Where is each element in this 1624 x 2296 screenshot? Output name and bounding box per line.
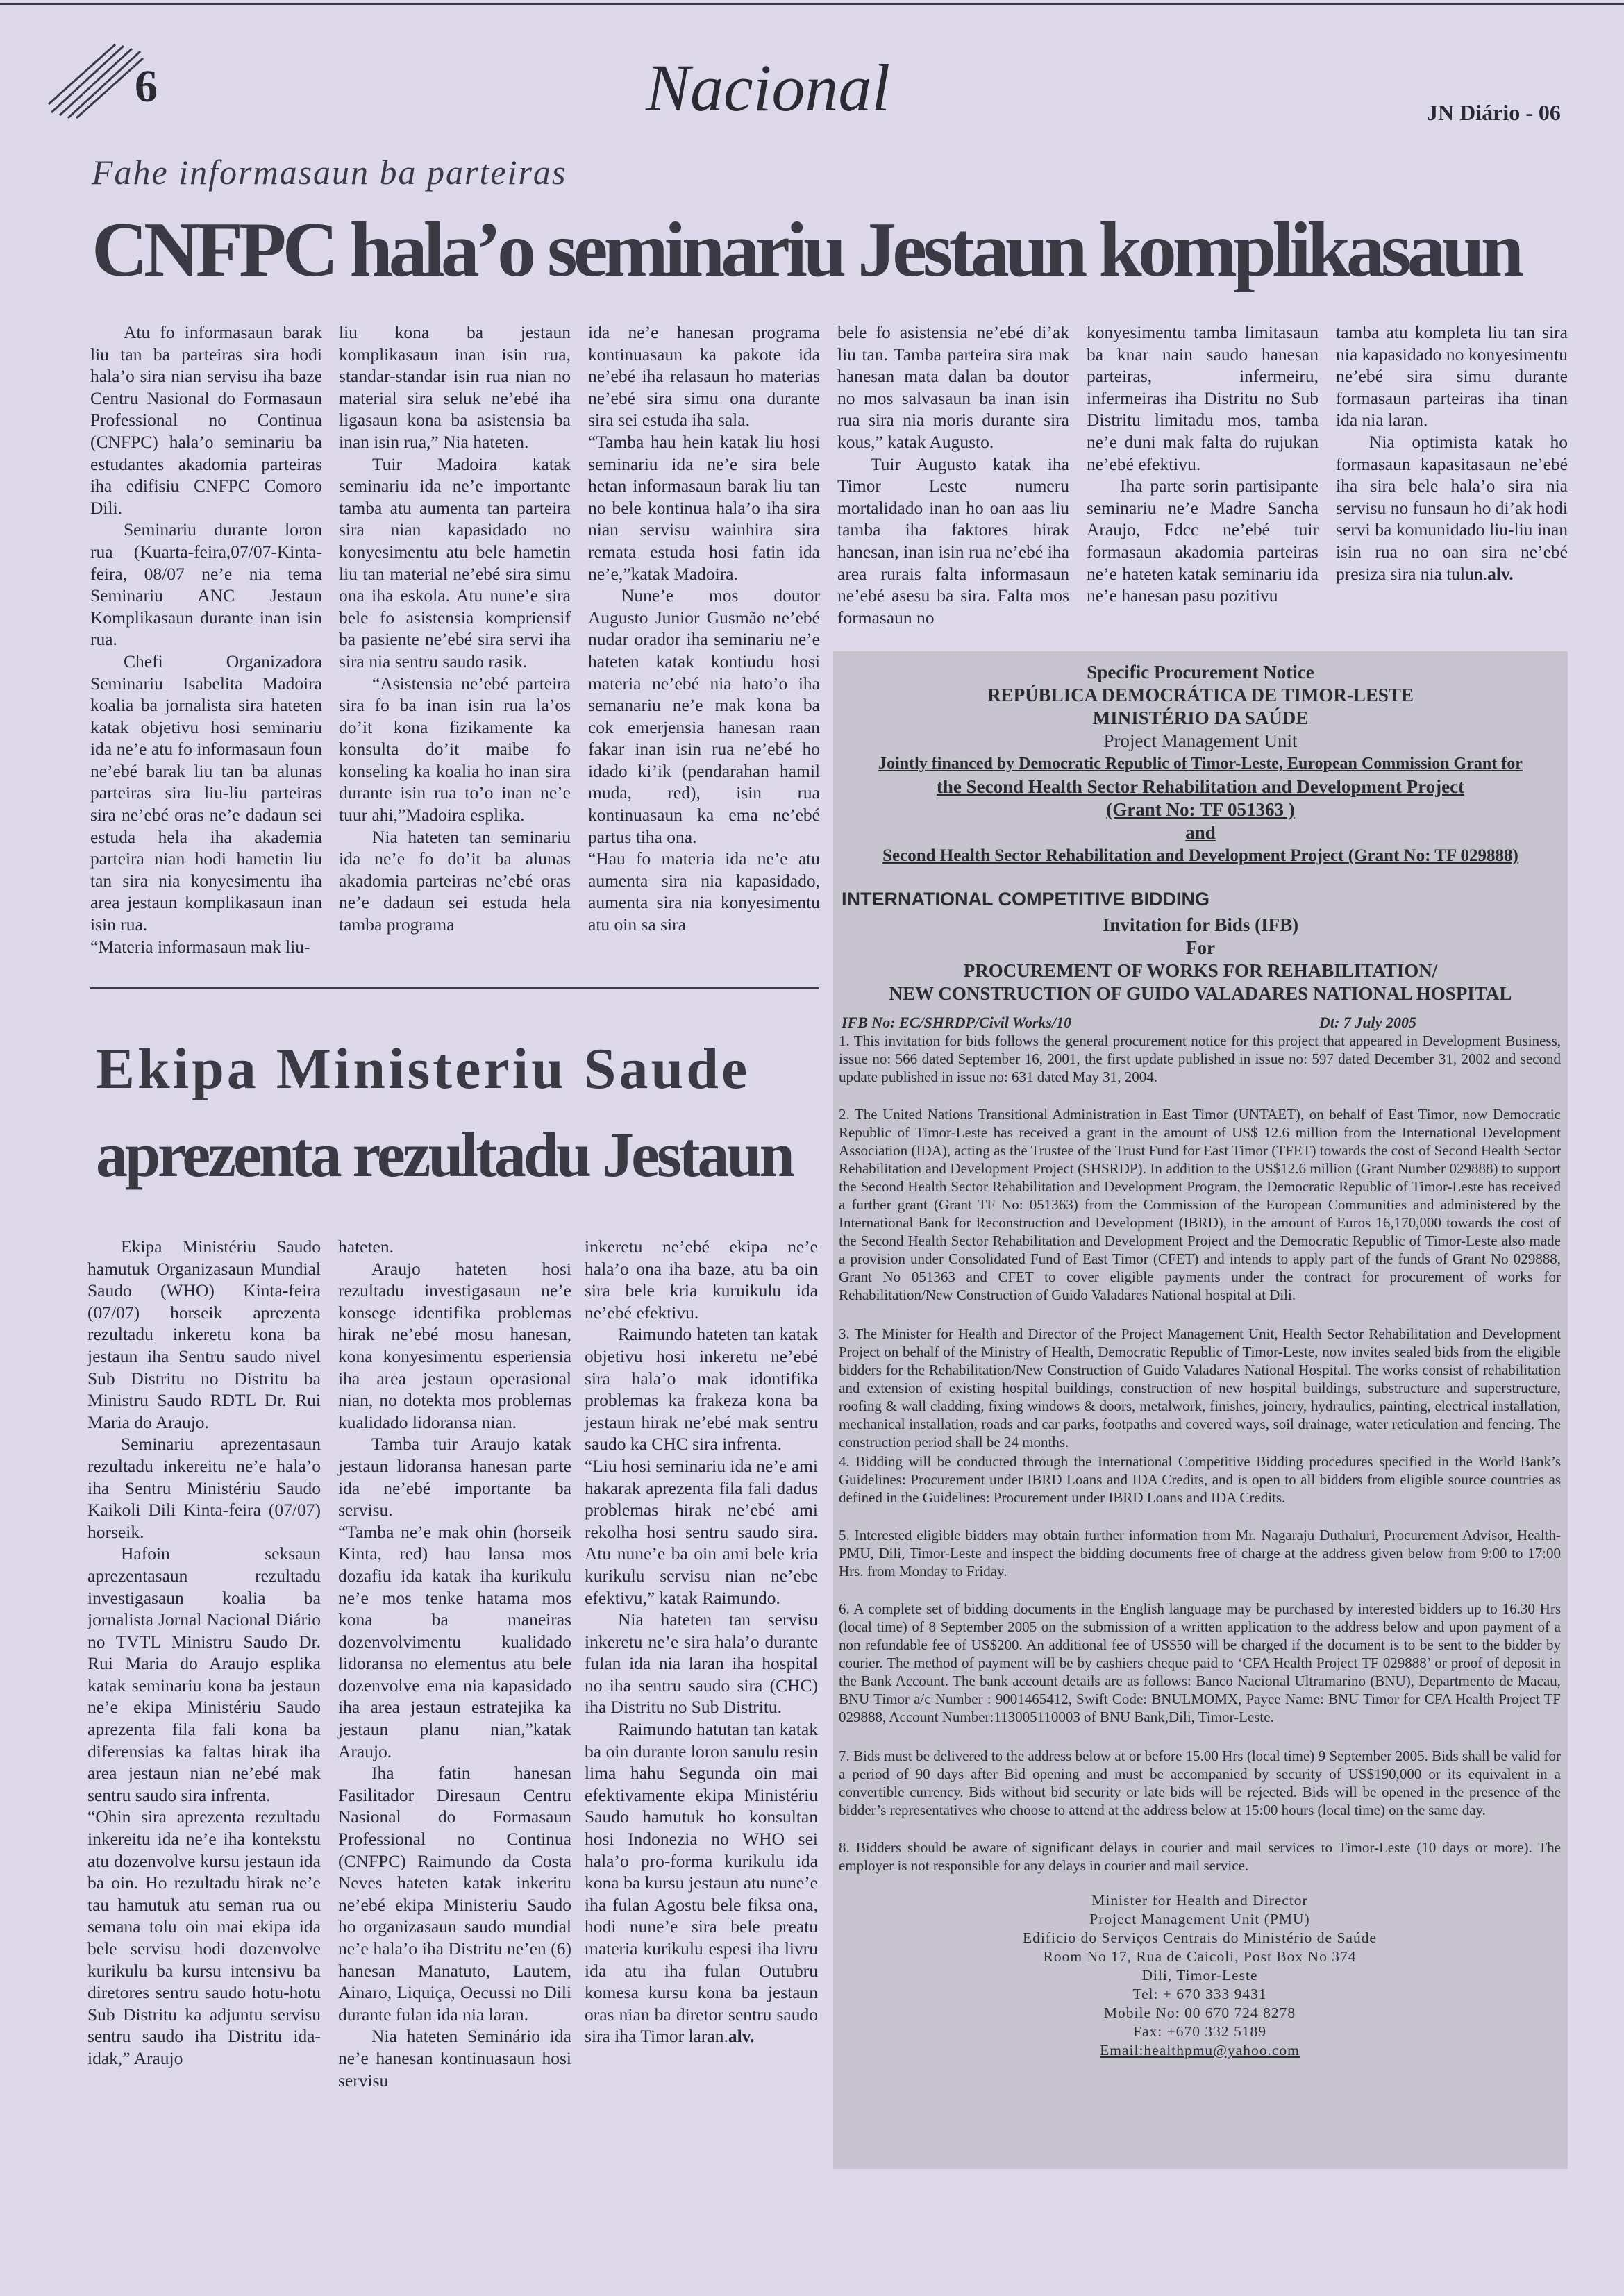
paragraph: Chefi Organizadora Seminariu Isabelita Madoira koalia ba jornalista sira hateten katak objetivu hosi seminariu ida ne’e atu fo informasaun foun ne’ebé barak liu tan ba alunas parteiras sira liu-liu parteiras sira ne’ebé oras ne’e dadaun sei estuda hela iha akademia parteira nian hodi hametin liu tan sira nia konyesimentu iha area jestaun komplikasaun inan isin rua. [90, 651, 322, 935]
notice-republic: REPÚBLICA DEMOCRÁTICA DE TIMOR-LESTE [987, 685, 1414, 705]
article2-column-2 [338, 1236, 571, 2091]
address-line: Room No 17, Rua de Caicoli, Post Box No 374 [1043, 1948, 1357, 1965]
notice-paragraph: 4. Bidding will be conducted through the International Competitive Bidding procedures specified in the World Bank’s Guidelines: Procurement under IBRD Loans and IDA Credits, and is open to all bidders from eligible source countries as defined in the Guidelines: Procurement under IBRD Loans and IDA Credits. [839, 1453, 1561, 1506]
paragraph: Tamba tuir Araujo katak jestaun lidoransa hanesan parte ida ne’ebé importante ba servisu. [338, 1434, 571, 1520]
notice-ministry: MINISTÉRIO DA SAÚDE [1092, 707, 1309, 728]
article-divider [90, 987, 819, 989]
article1-column-1 [90, 321, 322, 957]
address-line: Dili, Timor-Leste [1141, 1967, 1258, 1984]
paragraph [585, 1718, 818, 2047]
paragraph: “Materia informasaun mak liu- [90, 936, 310, 957]
paragraph: “Ohin sira aprezenta rezultadu inkereitu ida ne’e iha kontekstu atu dozenvolve kursu jestaun ida ba oin. Ho rezultadu hirak ne’e tau hamutuk atu seman rua ou semana tolu oin mai ekipa ida bele servisu hodi dozenvolve kurikulu ba kursu intensivu ba diretores sentru saudo hotu-hotu Sub Distritu ka adjuntu servisu sentru saudo iha Distritu ida-idak,” Araujo [87, 1807, 321, 2068]
byline: alv. [1487, 563, 1514, 584]
article1-column-2 [339, 321, 571, 936]
notice-paragraph: 1. This invitation for bids follows the general procurement notice for this project that appeared in Development Business, issue no: 566 dated September 16, 2001, the first update published in issue no: 597 dated December 31, 2002 and second update published in issue no: 631 dated May 31, 2004. [839, 1032, 1561, 1085]
article1-column-5 [1087, 321, 1319, 607]
paragraph: Hafoin seksaun aprezentasaun rezultadu investigasaun koalia ba jornalista Jornal Nacional Diário no TVTL Ministru Saudo Dr. Rui Maria do Araujo esplika katak seminariu kona ba jestaun ne’e ekipa Ministériu Saudo aprezenta fila fali kona ba diferensias ka faltas hirak iha area jestaun nian ne’ebé mak sentru saudo sira infrenta. [87, 1543, 321, 1805]
article1-column-4 [837, 321, 1069, 628]
notice-unit: Project Management Unit [1103, 730, 1298, 751]
notice-invitation [848, 914, 1552, 1005]
notice-procurement-1: PROCUREMENT OF WORKS FOR REHABILITATION/ [963, 960, 1438, 981]
article2-headline-line1: Ekipa Ministeriu Saude [96, 1037, 751, 1101]
paragraph: hateten. [338, 1237, 394, 1257]
notice-grant-1: (Grant No: TF 051363 ) [1106, 799, 1295, 820]
notice-ifb-number: IFB No: EC/SHRDP/Civil Works/10 [842, 1014, 1072, 1031]
notice-for: For [1186, 937, 1215, 958]
article1-column-6 [1336, 321, 1568, 585]
article1-kicker: Fahe informasaun ba parteiras [92, 153, 567, 192]
paragraph: bele fo asistensia ne’ebé di’ak liu tan. Tamba parteira sira mak hanesan mata dalan ba doutor no mos salvasaun ba inan isin rua sira nia moris durante sira kous,” katak Augusto. [837, 322, 1069, 452]
notice-address [839, 1891, 1561, 2060]
address-line: Tel: + 670 333 9431 [1132, 1986, 1267, 2002]
edition-label: JN Diário - 06 [1427, 100, 1561, 125]
notice-paragraph: 2. The United Nations Transitional Administration in East Timor (UNTAET), on behalf of East Timor, now Democratic Republic of Timor-Leste has received a grant in the amount of US$ 12.6 million from the International Development Association (IDA), acting as the Trustee of the Trust Fund for East Timor (TFET) towards the cost of Second Health Sector Rehabilitation and Development Project (SHSRDP). In addition to the US$12.6 million (Grant Number 029888) to support the Second Health Sector Rehabilitation and Development Program, the Democratic Republic of Timor-Leste has received a further grant (Grant TF No: 051363) from the Commission of the European Communities and administered by the International Bank for Reconstruction and Development (IBRD), in the amount of Euros 16,170,000 towards the cost of the Second Health Sector Rehabilitation and Development Project and the Democratic Republic of Timor-Leste also made a provision under Consolidated Fund of East Timor (CFET) and intends to apply part of the funds of Grant No 029888, Grant No 051363 and CFET to cover eligible payments under the contract for procurement of works for Rehabilitation/New Construction of Guido Valadares National hospital at Dili. [839, 1106, 1561, 1303]
top-rule [0, 3, 1624, 5]
notice-paragraph: 7. Bids must be delivered to the address below at or before 15.00 Hrs (local time) 9 September 2005. Bids shall be valid for a period of 90 days after Bid opening and must be accompanied by security of US$190,000 or its equivalent in a convertible currency. Bids without bid security or late bids will be rejected. Bids will be opened in the presence of the bidder’s representatives who choose to attend at the address below at 15:00 hours (local time) on the same day. [839, 1748, 1561, 1818]
paragraph [1336, 431, 1568, 585]
paragraph: Raimundo hateten tan katak objetivu hosi inkeretu ne’ebé sira hala’o mak idontifika problemas ka frakeza kona ba jestaun hirak ne’ebé mak sentru saudo ka CHC sira infrenta. [585, 1324, 818, 1455]
paragraph: Nia hateten tan seminariu ida ne’e fo do’it ba alunas akadomia parteiras ne’ebé oras ne’e dadaun sei estuda hela tamba programa [339, 826, 571, 935]
page-number: 6 [135, 61, 158, 112]
article2-headline-line2: aprezenta rezultadu Jestaun [96, 1119, 792, 1190]
email-link[interactable]: Email:healthpmu@yahoo.com [1100, 2042, 1300, 2059]
notice-paragraph: 3. The Minister for Health and Director of the Project Management Unit, Health Sector Rehabilitation and Development Project on behalf of the Ministry of Health, Democratic Republic of Timor-Leste, now invites sealed bids from the eligible bidders for the Rehabilitation/New Construction of Guido Valadares National Hospital. The works consist of rehabilitation and extension of existing hospital buildings, construction of new hospital buildings, substructure and superstructure, roofing & wall cladding, fixing windows & doors, metalwork, finishes, joinery, hydraulics, painting, electrical installation, mechanical installation, roads and car parks, footpaths and covered ways, soil drainage, water reticulation and fencing. The construction period shall be 24 months. [839, 1325, 1561, 1450]
paragraph: konyesimentu tamba limitasaun ba knar nain saudo hanesan parteiras, infermeiru, infermeiras iha Distritu no Sub Distritu limitadu mos, tamba ne’e duni mak falta do rujukan ne’ebé efektivu. [1087, 322, 1319, 474]
notice-financing-2: the Second Health Sector Rehabilitation and Development Project [936, 776, 1465, 797]
paragraph: Nia hateten Seminário ida ne’e hanesan kontinuasaun hosi servisu [338, 2026, 571, 2090]
paragraph: “Asistensia ne’ebé parteira sira fo ba inan isin rua la’os do’it kona fizikamente ka konsulta do’it maibe fo konseling ka koalia ho inan sira durante isin rua to’o inan ne’e tuur ahi,”Madoira esplika. [339, 673, 571, 826]
notice-icb: INTERNATIONAL COMPETITIVE BIDDING [842, 889, 1210, 910]
notice-procurement-2: NEW CONSTRUCTION OF GUIDO VALADARES NATIONAL HOSPITAL [889, 983, 1512, 1004]
paragraph-text: Nia optimista katak ho formasaun kapasitasaun ne’ebé iha sira bele hala’o sira nia servisu no funsaun ho di’ak hodi servi ba komunidado liu-liu inan isin rua no oan sira ne’ebé presiza sira nia tulun. [1336, 431, 1568, 584]
paragraph: inkeretu ne’ebé ekipa ne’e hala’o ona iha baze, atu ba oin sira bele kria kuruikulu ida ne’ebé efektivu. [585, 1237, 818, 1323]
notice-title: Specific Procurement Notice [1087, 662, 1314, 682]
paragraph: “Tamba ne’e mak ohin (horseik Kinta, red) hau lansa mos dozafiu ida katak iha kurikulu ne’e mos tenke hatama mos kona ba maneiras dozenvolvimentu kualidado lidoransa no elementus atu bele dozenvolve ema nia kapasidado iha area jestaun estratejika ka jestaun planu nian,”katak Araujo. [338, 1521, 571, 1761]
procurement-notice [833, 651, 1568, 2169]
address-line: Fax: +670 332 5189 [1133, 2023, 1266, 2040]
notice-header [848, 661, 1552, 867]
article1-column-3 [588, 321, 820, 936]
paragraph: Araujo hateten hosi rezultadu investigasaun ne’e konsege identifika problemas hirak ne’ebé mosu hanesan, kona konyesimentu esperiensia iha area jestaun operasional nian, no dotekta mos problemas kualidado lidoransa nian. [338, 1258, 571, 1432]
paragraph: Atu fo informasaun barak liu tan ba parteiras sira hodi hala’o sira nian servisu iha baze Centru Nasional do Formasaun Professional no Continua (CNFPC) hala’o seminariu ba estudantes akadomia parteiras iha edifisiu CNFPC Comoro Dili. [90, 322, 322, 518]
paragraph: Nia hateten tan servisu inkeretu ne’e sira hala’o durante fulan ida nia laran iha hospital no iha sentru saudo sira (CHC) iha Distritu no Sub Distritu. [585, 1609, 818, 1718]
article2-column-3 [585, 1236, 818, 2047]
paragraph: Iha parte sorin partisipante seminariu ne’e Madre Sancha Araujo, Fdcc ne’ebé tuir formasaun akadomia parteiras ne’e hateten katak seminariu ida ne’e hanesan pasu pozitivu [1087, 476, 1319, 606]
section-title: Nacional [646, 51, 890, 125]
paragraph: tamba atu kompleta liu tan sira nia kapasidado no konyesimentu ne’ebé sira simu durante formasaun parteiras iha tinan ida nia laran. [1336, 322, 1568, 430]
notice-financing-1: Jointly financed by Democratic Republic of Timor-Leste, European Commission Grant for [878, 755, 1523, 773]
notice-ifb: Invitation for Bids (IFB) [1102, 914, 1299, 935]
paragraph-text: Raimundo hatutan tan katak ba oin durante loron sanulu resin lima hahu Segunda oin mai efektivamente ekipa Ministériu Saudo hamutuk ho konsultan hosi Indonezia no WHO sei hala’o pro-forma kurikulu ida kona ba kursu jestaun atu nune’e iha fulan Agostu bele fiksa ona, hodi nune’e sira bele preatu materia kurikulu espesi iha livru ida atu iha fulan Outubru komesa kursu kona ba jestaun oras nian ba diretor sentru saudo sira iha Timor laran. [585, 1719, 818, 2047]
paragraph: “Hau fo materia ida ne’e atu aumenta sira nia kapasidado, aumenta sira nia konyesimentu atu oin sa sira [588, 848, 820, 935]
paragraph: Tuir Augusto katak iha Timor Leste numeru mortalidado inan ho oan aas liu tamba iha faktores hirak hanesan, inan isin rua ne’ebé iha area rurais falta informasaun ne’ebé asesu ba sira. Falta mos formasaun no [837, 453, 1069, 628]
notice-and: and [1185, 822, 1216, 843]
paragraph: Nune’e mos doutor Augusto Junior Gusmão ne’ebé nudar orador iha seminariu ne’e hateten katak kontiudu hosi materia ne’ebé nia hato’o iha semanariu ne’e mak kona ba cok emerjensia hanesan raan fakar inan isin rua ne’ebé ho idado ki’ik (pendarahan hamil muda, red), isin rua kontinuasaun ka ema ne’ebé partus tiha ona. [588, 585, 820, 847]
paragraph: liu kona ba jestaun komplikasaun inan isin rua, standar-standar isin rua nian no material sira seluk ne’ebé iha ligasaun kona ba asistensia ba inan isin rua,” Nia hateten. [339, 322, 571, 452]
paragraph: Seminariu aprezentasaun rezultadu inkereitu ne’e hala’o iha Sentru Ministériu Saudo Kaikoli Dili Kinta-feira (07/07) horseik. [87, 1434, 321, 1542]
paragraph: Ekipa Ministériu Saudo hamutuk Organizasaun Mundial Saudo (WHO) Kinta-feira (07/07) horseik aprezenta rezultadu inkeretu kona ba jestaun iha Sentru saudo nivel Sub Distritu no Distritu ba Ministru Saudo RDTL Dr. Rui Maria do Araujo. [87, 1237, 321, 1432]
paragraph: ida ne’e hanesan programa kontinuasaun ka pakote ida ne’ebé iha relasaun ho materias ne’ebé sira simu ona durante sira sei estuda iha sala. [588, 322, 820, 430]
notice-paragraph: 6. A complete set of bidding documents in the English language may be purchased by interested bidders up to 16.30 Hrs (local time) of 8 September 2005 on the submission of a written application to the address below and upon payment of a non refundable fee of US$200. An additional fee of US$50 will be charged if the document is to be sent to the bidder by courier. The method of payment will be by cashiers cheque paid to ‘CFA Health Project TF 029888’ or proof of deposit in the Bank Account. The bank account details are as follows: Banco Nacional Ultramarino (BNU), Departmento de Macau, BNU Timor a/c Number : 9001465412, Swift Code: BNULMOMX, Payee Name: BNU Timor for CFA Health Project TF 029888, Account Number:113005110003 of BNU Bank,Dili, Timor-Leste. [839, 1600, 1561, 1725]
address-line: Project Management Unit (PMU) [1089, 1911, 1310, 1927]
article2-column-1 [87, 1236, 321, 2070]
address-line: Mobile No: 00 670 724 8278 [1103, 2004, 1296, 2021]
paragraph: “Tamba hau hein katak liu hosi seminariu ida ne’e sira bele hetan informasaun barak liu tan no bele kontinua hala’o iha sira nian servisu wainhira sira remata estuda hosi fatin ida ne’e,”katak Madoira. [588, 431, 820, 584]
paragraph: Tuir Madoira katak seminariu ida ne’e importante tamba atu aumenta tan parteira sira nian kapasidado no konyesimentu atu bele hametin liu tan material ne’ebé sira simu ona iha eskola. Atu nune’e sira bele fo asistensia kompriensif ba pasiente ne’ebé sira servi iha sira nia sentru saudo rasik. [339, 453, 571, 671]
paragraph: “Liu hosi seminariu ida ne’e ami hakarak aprezenta fila fali dadus problemas hirak ne’ebé ami rekolha hosi sentru saudo sira. Atu nune’e ba oin ami bele kria kurikulu servisu nian ne’ebe efektivu,” katak Raimundo. [585, 1455, 818, 1608]
notice-body [839, 1032, 1561, 2060]
address-line: Minister for Health and Director [1091, 1892, 1308, 1909]
paragraph: Seminariu durante loron rua (Kuarta-feira,07/07-Kinta-feira, 08/07 ne’e nia tema Seminariu ANC Jestaun Komplikasaun durante inan isin rua. [90, 519, 322, 650]
notice-paragraph: 8. Bidders should be aware of significant delays in courier and mail services to Timor-Leste (10 days or more). The employer is not responsible for any delays in courier and mail service. [839, 1839, 1561, 1874]
notice-paragraph: 5. Interested eligible bidders may obtain further information from Mr. Nagaraju Duthaluri, Procurement Advisor, Health-PMU, Dili, Timor-Leste and inspect the bidding documents free of charge at the address given below from 9:00 to 17:00 Hrs. from Monday to Friday. [839, 1527, 1561, 1579]
notice-date: Dt: 7 July 2005 [1319, 1014, 1416, 1031]
article1-headline: CNFPC hala’o seminariu Jestaun komplikasaun [92, 207, 1521, 293]
address-line: Edificio do Serviços Centrais do Ministério de Saúde [1023, 1929, 1377, 1946]
paragraph: Iha fatin hanesan Fasilitador Diresaun Centru Nasional do Formasaun Professional no Continua (CNFPC) Raimundo da Costa Neves hateten katak inkeritu ne’ebé ekipa Ministeriu Saudo ho organizasaun saudo mundial ne’e hala’o iha Distritu ne’en (6) hanesan Manatuto, Lautem, Ainaro, Liquiça, Oecussi no Dili durante fulan ida nia laran. [338, 1763, 571, 2025]
notice-project: Second Health Sector Rehabilitation and Development Project (Grant No: TF 029888) [882, 846, 1518, 865]
byline: alv. [728, 2026, 755, 2047]
